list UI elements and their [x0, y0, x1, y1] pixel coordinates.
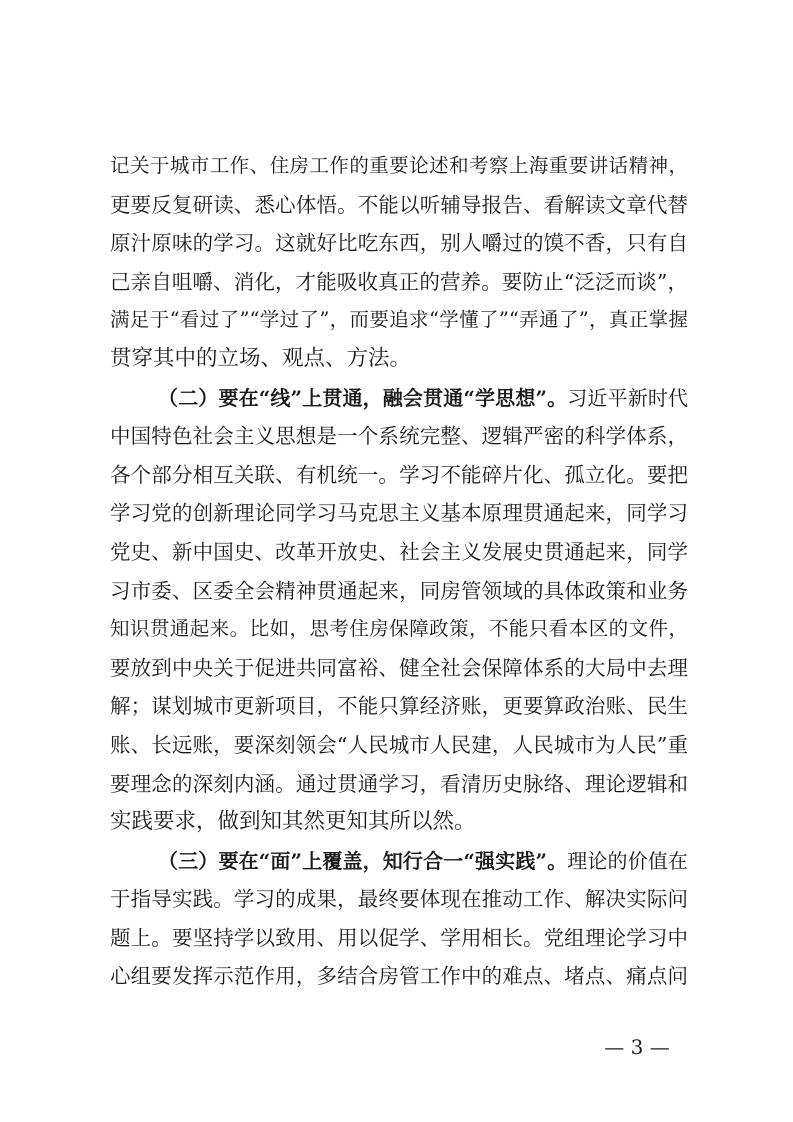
page-number: — 3 — [604, 1035, 670, 1059]
text-run: 理论的价值在 [567, 848, 689, 873]
text-line: 习市委、区委全会精神贯通起来，同房管领域的具体政策和业务 [110, 578, 688, 603]
text-line: 各个部分相互关联、有机统一。学习不能碎片化、孤立化。要把 [110, 462, 688, 487]
text-line: 知识贯通起来。比如，思考住房保障政策，不能只看本区的文件， [110, 617, 688, 641]
section-heading: （二）要在“线”上贯通，融会贯通“学思想”。 [158, 385, 568, 410]
text-line: 党史、新中国史、改革开放史、社会主义发展史贯通起来，同学 [110, 539, 688, 564]
text-line: 原汁原味的学习。这就好比吃东西，别人嚼过的馍不香，只有自 [110, 231, 688, 256]
text-line: 要放到中央关于促进共同富裕、健全社会保障体系的大局中去理 [110, 655, 688, 680]
paragraph-3 [110, 842, 688, 996]
text-line: 更要反复研读、悉心体悟。不能以听辅导报告、看解读文章代替 [110, 192, 688, 217]
text-line: 于指导实践。学习的成果，最终要体现在推动工作、解决实际问 [110, 887, 688, 912]
paragraph-2 [110, 379, 688, 842]
text-line: 题上。要坚持学以致用、用以促学、学用相长。党组理论学习中 [110, 925, 688, 950]
paragraph-first-line [110, 842, 688, 881]
text-line: 解；谋划城市更新项目，不能只算经济账，更要算政治账、民生 [110, 694, 688, 719]
text-line: 满足于“看过了”“学过了”，而要追求“学懂了”“弄通了”，真正掌握 [110, 308, 688, 332]
text-line: 账、长远账，要深刻领会“人民城市人民建，人民城市为人民”重 [110, 732, 688, 757]
text-line: 记关于城市工作、住房工作的重要论述和考察上海重要讲话精神， [110, 154, 688, 177]
text-line: 己亲自咀嚼、消化，才能吸收真正的营养。要防止“泛泛而谈”， [110, 269, 688, 294]
text-line: 贯穿其中的立场、观点、方法。 [110, 345, 412, 371]
text-run: 习近平新时代 [567, 385, 689, 410]
document-body [110, 147, 688, 996]
text-line: 中国特色社会主义思想是一个系统完整、逻辑严密的科学体系， [110, 424, 688, 449]
text-line: 心组要发挥示范作用，多结合房管工作中的难点、堵点、痛点问 [110, 964, 688, 989]
paragraph-first-line [110, 379, 688, 418]
text-line: 要理念的深刻内涵。通过贯通学习，看清历史脉络、理论逻辑和 [110, 771, 688, 796]
paragraph-1 [110, 147, 688, 379]
section-heading: （三）要在“面”上覆盖，知行合一“强实践”。 [158, 848, 568, 873]
text-line: 学习党的创新理论同学习马克思主义基本原理贯通起来，同学习 [110, 501, 688, 526]
text-line: 实践要求，做到知其然更知其所以然。 [110, 809, 476, 835]
